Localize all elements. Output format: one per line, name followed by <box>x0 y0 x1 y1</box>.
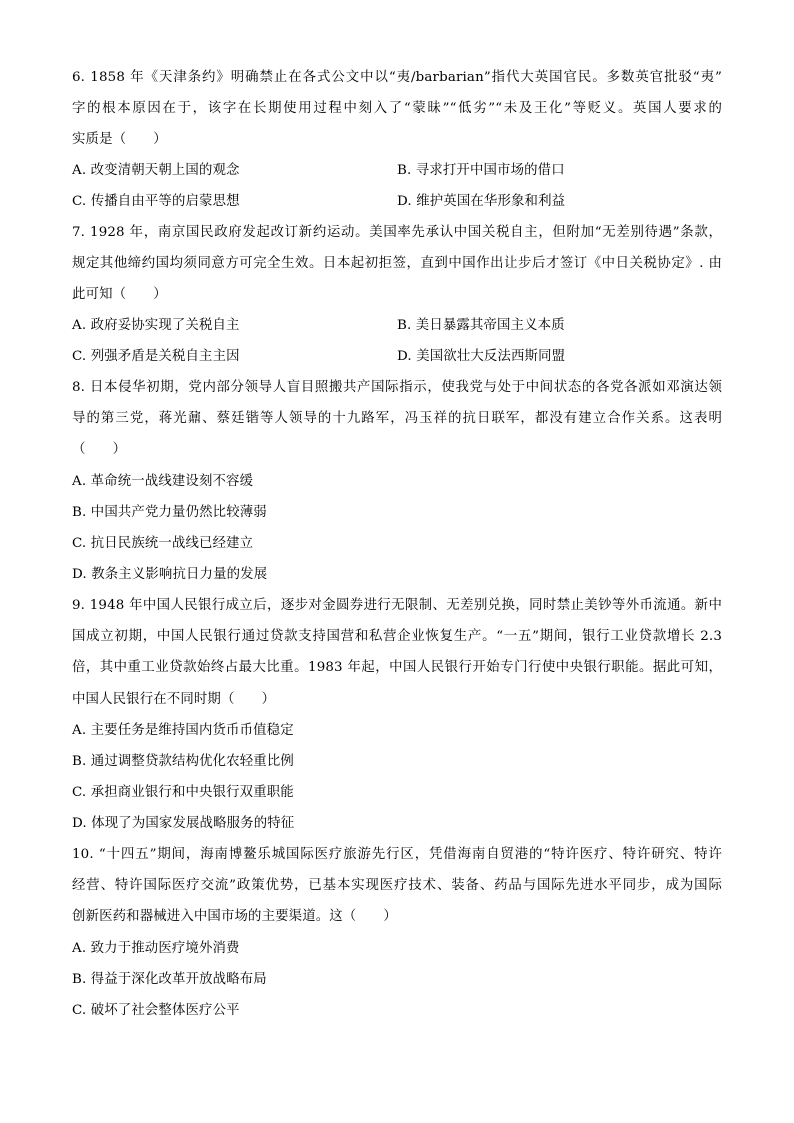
q8-option-d[interactable]: D. 教条主义影响抗日力量的发展 <box>72 567 268 582</box>
q10-option-b[interactable]: B. 得益于深化改革开放战略布局 <box>72 972 267 987</box>
q7-option-b[interactable]: B. 美日暴露其帝国主义本质 <box>397 318 565 333</box>
q9-option-a[interactable]: A. 主要任务是维持国内货币币值稳定 <box>72 723 294 738</box>
q8-stem-line-1: 8. 日本侵华初期，党内部分领导人盲目照搬共产国际指示，使我党与处于中间状态的各党各派如邓演达领 <box>72 380 722 395</box>
q9-option-b[interactable]: B. 通过调整贷款结构优化农轻重比例 <box>72 754 294 769</box>
q6-option-c[interactable]: C. 传播自由平等的启蒙思想 <box>72 194 240 209</box>
q7-stem-line-2: 规定其他缔约国均须同意方可完全生效。日本起初拒签，直到中国作出让步后才签订《中日关税协定》. 由 <box>72 256 722 271</box>
q10-option-a[interactable]: A. 致力于推动医疗境外消费 <box>72 941 240 956</box>
q9-option-c[interactable]: C. 承担商业银行和中央银行双重职能 <box>72 785 294 800</box>
q9-stem-line-3: 倍，其中重工业贷款始终占最大比重。1983 年起，中国人民银行开始专门行使中央银行职能。据此可知， <box>72 660 722 675</box>
q9-stem-line-1: 9. 1948 年中国人民银行成立后，逐步对金圆券进行无限制、无差别兑换，同时禁止美钞等外币流通。新中 <box>72 598 722 613</box>
q10-stem-line-2: 经营、特许国际医疗交流”政策优势，已基本实现医疗技术、装备、药品与国际先进水平同步，成为国际 <box>72 878 722 893</box>
q9-stem-line-4: 中国人民银行在不同时期（ ） <box>72 692 276 707</box>
q10-stem-line-1: 10. “十四五”期间，海南博鳌乐城国际医疗旅游先行区，凭借海南自贸港的“特许医疗、特许研究、特许 <box>72 847 722 862</box>
q8-option-a[interactable]: A. 革命统一战线建设刻不容缓 <box>72 474 254 489</box>
q9-option-d[interactable]: D. 体现了为国家发展战略服务的特征 <box>72 816 295 831</box>
q7-stem-line-3: 此可知（ ） <box>72 287 167 302</box>
q6-stem-line-3: 实质是（ ） <box>72 132 167 147</box>
q8-stem-line-3: （ ） <box>72 442 127 457</box>
q9-stem-line-2: 国成立初期，中国人民银行通过贷款支持国营和私营企业恢复生产。“一五”期间，银行工业贷款增长 2.3 <box>72 629 722 644</box>
q6-option-a[interactable]: A. 改变清朝天朝上国的观念 <box>72 163 240 178</box>
q7-option-c[interactable]: C. 列强矛盾是关税自主主因 <box>72 349 240 364</box>
q7-option-d[interactable]: D. 美国欲壮大反法西斯同盟 <box>397 349 566 364</box>
q7-stem-line-1: 7. 1928 年，南京国民政府发起改订新约运动。美国率先承认中国关税自主，但附加“无差别待遇”条款， <box>72 225 722 240</box>
q6-option-d[interactable]: D. 维护英国在华形象和利益 <box>397 194 566 209</box>
q7-option-a[interactable]: A. 政府妥协实现了关税自主 <box>72 318 240 333</box>
q6-stem-line-1: 6. 1858 年《天津条约》明确禁止在各式公文中以“夷/barbarian”指代大英国官民。多数英官批驳“夷” <box>72 70 722 85</box>
q8-option-b[interactable]: B. 中国共产党力量仍然比较薄弱 <box>72 505 267 520</box>
q10-stem-line-3: 创新医药和器械进入中国市场的主要渠道。这（ ） <box>72 909 397 924</box>
q6-stem-line-2: 字的根本原因在于，该字在长期使用过程中刻入了“蒙昧”“低劣”“未及王化”等贬义。英国人要求的 <box>72 101 722 116</box>
q6-option-b[interactable]: B. 寻求打开中国市场的借口 <box>397 163 565 178</box>
q8-stem-line-2: 导的第三党，蒋光鼐、蔡廷锴等人领导的十九路军，冯玉祥的抗日联军，都没有建立合作关系。这表明 <box>72 411 722 426</box>
q10-option-c[interactable]: C. 破坏了社会整体医疗公平 <box>72 1003 240 1018</box>
q8-option-c[interactable]: C. 抗日民族统一战线已经建立 <box>72 536 254 551</box>
